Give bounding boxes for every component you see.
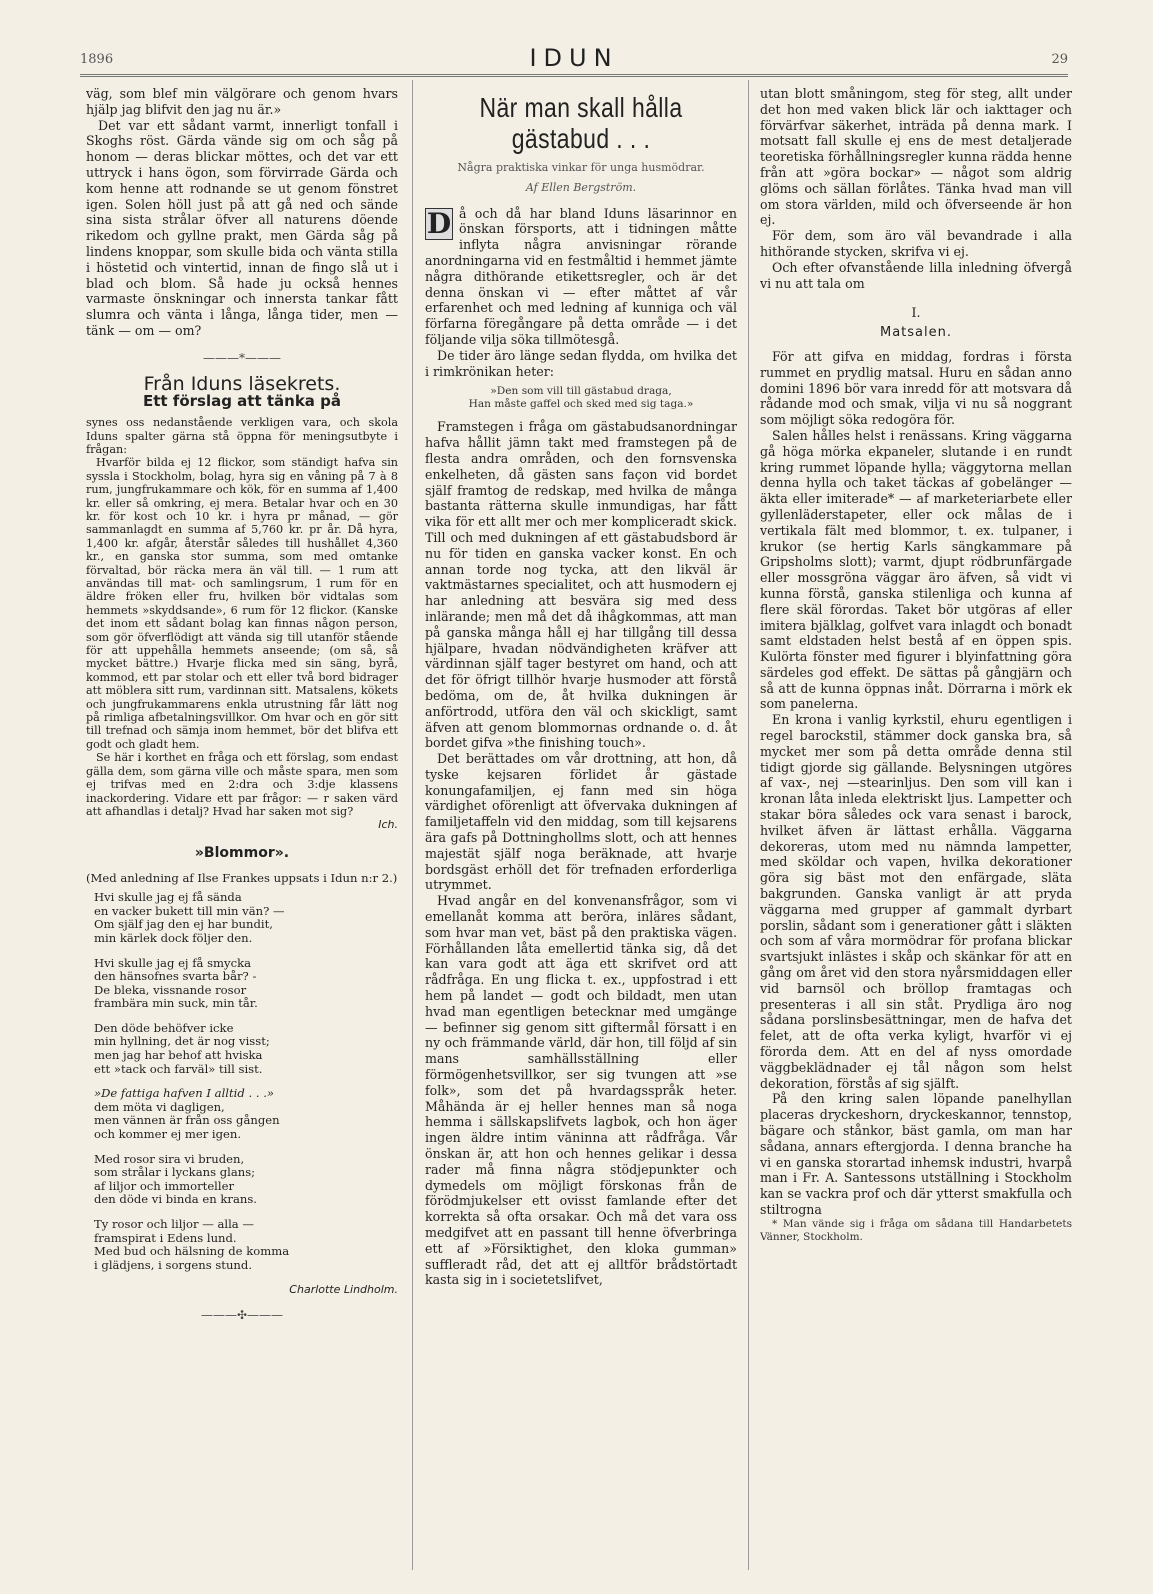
column-divider (412, 80, 413, 1570)
poem-line: min kärlek dock följer den. (94, 930, 253, 945)
magazine-title: IDUN (529, 44, 619, 72)
poem-title: »Blommor». (194, 844, 290, 861)
poem-line: Med rosor sira vi bruden, (94, 1151, 245, 1166)
poem-line: som strålar i lyckans glans; (94, 1165, 256, 1180)
stanza (94, 1022, 398, 1076)
stanza (94, 1087, 398, 1141)
footnote: * Man vände sig i fråga om sådana till Handarbetets Vänner, Stockholm. (760, 1217, 1072, 1243)
article-paragraph: Framstegen i fråga om gästabudsanordningar hafva hållit jämn takt med framstegen på de flesta andra områden, och den fornsvenska enkelheten, då gästen sans façon vid bordet själf framtog de redskap, med hvilka de många bastanta rätterna skulle inmundigas, har fått vika för ett allt mer och mer kompliceradt skick. Till och med dukningen af ett gästabudsbord är nu för tiden en ganska vacker konst. En och annan torde nog tycka, att den likväl är vaktmästarnes specialitet, och att husmodern ej har anledning att besvära sig med dess inlärande; men må det då ihågkommas, att man på ganska många håll ej har tillgång till dessa hjälpare, hvadan nödvändigheten kräfver att värdinnan själf tager bestyret om hand, och att det för öfrigt tillhör hvarje husmoder att förstå bedöma, om de, åt hvilka dukningen är anförtrodd, utföra den väl och skickligt, samt äfven att genom blommornas ordnande o. d. åt bordet gifva »the finishing touch». (425, 419, 737, 751)
quote-line: »Den som vill till gästabud draga, (490, 385, 672, 398)
poem (86, 872, 398, 1323)
article-paragraph: Det berättades om vår drottning, att hon, då tyske kejsaren förlidet år gästade konungafamiljen, ej fann med sin höga värdighet oförenligt att öfvervaka dukningen af familjetaffeln vid den middag, som till kejsarens ära gafs på Dottninghollms slott, och att hennes majestät själf noga beräknade, att hvarje bordsgäst erhöll det för trefnaden erforderliga utrymmet. (425, 751, 737, 893)
poem-line: De bleka, vissnande rosor (94, 982, 247, 997)
section-subtitle: Ett förslag att tänka på (142, 392, 342, 411)
poem-line: dem möta vi dagligen, (94, 1099, 225, 1114)
poem-line: Med bud och hälsning de komma (94, 1244, 290, 1259)
header-year: 1896 (80, 52, 114, 67)
poem-line: Ty rosor och liljor — alla — (94, 1217, 254, 1231)
poem-line: frambära min suck, min tår. (94, 996, 258, 1011)
poem-line: den döde vi binda en krans. (94, 1192, 257, 1207)
poem-note: (Med anledning af Ilse Frankes uppsats i Idun n:r 2.) (86, 870, 398, 885)
article-byline: Af Ellen Bergström. (525, 180, 637, 194)
letter-paragraph: Se här i korthet en fråga och ett förslag, som endast gälla dem, som gärna ville och måste spara, men som ej trifvas med en 2:dra och 3:dje klassens inackordering. Vidare ett par frågor: — r saken värd att afhandlas i detalj? Hvad har saken mot sig? (86, 751, 398, 818)
stanza (94, 1218, 398, 1272)
poem-line: i glädjens, i sorgens stund. (94, 1257, 252, 1272)
story-paragraph: väg, som blef min välgörare och genom hvars hjälp jag blifvit den jag nu är.» (86, 86, 398, 117)
column-divider (748, 80, 749, 1570)
section-title: Från Iduns läsekrets. (143, 372, 341, 395)
article-paragraph: På den kring salen löpande panelhyllan placeras dryckeshorn, dryckeskannor, tennstop, bägare och stånkor, bäst gamla, om man har sådana, annars eftergjorda. I denna branche ha vi en ganska storartad inhemsk industri, hvarpå man i Fr. A. Santessons utställning i Stockholm kan se vackra prof och där ytterst smakfulla och stiltrogna (760, 1091, 1072, 1217)
stanza (94, 957, 398, 1011)
poem-line: den hänsofnes svarta bår? - (94, 969, 257, 984)
column-3 (760, 86, 1072, 1244)
poem-signature: Charlotte Lindholm. (289, 1283, 398, 1297)
letter-signature: Ich. (378, 818, 398, 832)
article-paragraph: För att gifva en middag, fordras i första rummet en prydlig matsal. Huru en sådan anno domini 1896 bör vara inredd för att motsvara då rådande mod och smak, vilja vi nu så noggrant som möjligt söka redogöra för. (760, 348, 1072, 428)
poem-line: Den döde behöfver icke (94, 1020, 234, 1035)
article-paragraph: Salen hålles helst i renässans. Kring väggarna gå höga mörka ekpaneler, slutande i en rundt kring rummet löpande hylla; väggytorna mellan denna hylla och taket täckas af gobelänger — äkta eller imiterade* — af marketeriarbete eller gyllenläderstapeter, eller ock målas de i vertikala fält med blommor, t. ex. tulpaner, i krukor (se hertig Karls sängkammare på Gripsholms slott); varmt, djupt rödbrunfärgade eller mossgröna väggar äro äfven, så vidt vi kunna förstå, ganska stilenliga och kunna af flere skäl förordas. Taket bör utgöras af eller imitera bjälklag, golfvet vara inlagdt och bonadt samt eldstaden helst bestå af en öppen spis. Kulörta fönster med figurer i blyinfattning göra särdeles god effekt. De sättas på gångjärn och så att de kunna öppnas inåt. Dörrarna i mörk ek som panelerna. (760, 427, 1072, 712)
drop-cap: D (426, 206, 452, 240)
poem-line: Om själf jag den ej har bundit, (94, 917, 273, 932)
poem-line: af liljor och immorteller (94, 1178, 234, 1193)
end-separator: ———✣——— (200, 1307, 284, 1322)
reader-letter (86, 416, 398, 832)
quote-line: Han måste gaffel och sked med sig taga.» (468, 398, 694, 411)
article-title-line: När man skall hålla (479, 92, 683, 123)
article-paragraph: Och efter ofvanstående lilla inledning öfvergå vi nu att tala om (760, 259, 1072, 291)
poem-line: min hyllning, det är nog visst; (94, 1034, 270, 1049)
article-paragraph: utan blott småningom, steg för steg, allt under det hon med vaken blick lär och iakttager och förvärfvar säkerhet, inträda på denna mark. I motsatt fall skulle ej ens de mest detaljerade teoretiska förhållningsregler kunna rädda henne från att »göra bockar» — något som aldrig glöms och sällan förlåtes. Tänka hvad man vill om stora världen, mild och öfverseende är hon ej. (760, 86, 1072, 228)
column-1 (86, 86, 398, 1333)
poem-line: »De fattiga hafven I alltid . . .» (94, 1086, 275, 1101)
poem-line: framspirat i Edens lund. (94, 1230, 237, 1245)
letter-paragraph: synes oss nedanstående verkligen vara, och skola Iduns spalter gärna stå öppna för meningsutbyte i frågan: (86, 416, 398, 456)
section-heading: Matsalen. (879, 325, 952, 341)
stanza (94, 1153, 398, 1207)
article-title (453, 92, 709, 154)
column-2 (425, 86, 737, 1288)
article-title-line: gästabud . . . (511, 123, 651, 154)
section-number: I. (911, 305, 921, 321)
poem-line: ett »tack och farväl» till sist. (94, 1061, 263, 1076)
story-paragraph: Det var ett sådant varmt, innerligt tonfall i Skoghs röst. Gärda vände sig om och såg på honom — deras blickar möttes, och det var ett uttryck i hans ögon, som förvirrade Gärda och kom henne att rodnande se ut genom fönstret igen. Solen höll just på att gå ned och sände sina sista strålar öfver all naturens döende rikedom och gyllne prakt, men Gärda såg på lindens knoppar, som skulle bida och vänta stilla i höstetid och vintertid, innan de fingo slå ut i blad och blom. Så hade ju också hennes varmaste önskningar och innersta tankar fått slumra och vänta i långa, långa tider, men — tänk — om — om? (86, 117, 398, 338)
poem-line: Hvi skulle jag ej få smycka (94, 955, 252, 970)
page-number: 29 (1051, 52, 1068, 67)
article-paragraph: Hvad angår en del konvenansfrågor, som vi emellanåt komma att beröra, inläres sådant, som hvar man vet, bäst på den praktiska vägen. Förhållanden låta emellertid tänka sig, då det kan vara godt att äga ett skrifvet ord att rådfråga. En ung flicka t. ex., uppfostrad i ett hem på landet — godt och bildadt, men utan hvad man egentligen betecknar med umgänge — befinner sig genom sitt giftermål försatt i en ny och främmande värld, där hon, till följd af sin mans samhällsställning eller förmögenhetsvillkor, ser sig tvungen att »se folk», som det på hvardagsspråk heter. Måhända är ej heller hennes man så noga hemma i sällskapslifvets lagbok, och hon äger ingen äldre intim väninna att rådfråga. Vår önskan är, att hon och hennes gelikar i dessa rader må finna några stödjepunkter och dymedels om möjligt förskonas från de förödmjukelser ett ovisst famlande efter det korrekta så ofta orsakar. Och må det vara oss medgifvet att en passant till henne öfverbringa ett af »Försiktighet, den kloka gumman» suffleradt råd, det att ej alltför brådstörtadt kasta sig in i societetslifvet, (425, 893, 737, 1288)
header-rule (80, 74, 1068, 77)
page-header (80, 44, 1068, 72)
article-subtitle: Några praktiska vinkar för unga husmödrar. (457, 161, 705, 174)
article-intro-text: å och då har bland Iduns läsarinnor en önskan försports, att i tidningen måtte inflyta några anvisningar rörande anordningarna vid en festmåltid i hemmet jämte några dithörande etikettsregler, och är det denna önskan vi — efter måttet af vår erfarenhet och med ledning af kunniga och väl förfarna föregångare på detta område — i det följande vilja söka tillmötesgå. (425, 205, 737, 347)
poem-line: en vacker bukett till min vän? — (94, 903, 285, 918)
separator: ———*——— (203, 350, 281, 365)
stanza (94, 891, 398, 945)
letter-paragraph: Hvarför bilda ej 12 flickor, som ständigt hafva sin syssla i Stockholm, bolag, hyra sig en våning på 7 à 8 rum, jungfrukammare och kök, för en summa af 1,400 kr. eller så omkring, ej mera. Betalar hvar och en 30 kr. för kost och 10 kr. i hyra pr månad, — gör sammanlagdt en summa af 5,760 kr. pr år. Då hyra, 1,400 kr. afgår, återstår således till hushållet 4,360 kr., en ganska stor summa, som med omtanke förvaltad, bör räcka mera än väl till. — 1 rum att användas till mat- och samlingsrum, 1 rum för en äldre fröken eller fru, hvilken bör vidtalas som hemmets »skyddsande», 6 rum för 12 flickor. (Kanske det inom ett sådant bolag kan finnas någon person, som gör öfverflödigt att vända sig till utanför stående för att uppehålla hemmets anseende; (om så, så mycket bättre.) Hvarje flicka med sin säng, byrå, kommod, ett par stolar och ett eller två bord bidrager att möblera sitt rum, vardinnan sitt. Matsalens, kökets och jungfrukammarens enkla utrustning får lätt nog på rimliga afbetalningsvillkor. Om hvar och en gör sitt till trefnad och sämja inom hemmet, bör det blifva ett godt och gladt hem. (86, 456, 398, 751)
poem-line: men jag har behof att hviska (94, 1048, 263, 1063)
poem-line: Hvi skulle jag ej få sända (94, 890, 242, 905)
article-intro (425, 206, 737, 348)
article-paragraph: En krona i vanlig kyrkstil, ehuru egentligen i regel barockstil, stämmer dock ganska bra, så mycket mer som på detta område denna stil tidigt gjorde sig gällande. Belysningen utgöres af vax-, nej —stearinljus. Den som vill kan i kronan låta inleda elektriskt ljus. Lampetter och stakar böra således ock vara senast i barock, hvilket äfven är lättast erhålla. Väggarna dekoreras, utom med nu nämnda lampetter, med sköldar och vapen, hvilka dekorationer göra sig bäst mot den enfärgade, släta bakgrunden. Ganska vanligt är att pryda väggarna med grupper af gammalt dyrbart porslin, sådant som i generationer gått i släkten och som af våra mormödrar för profana blickar svartsjukt inlästes i skåp och skänkar för att en gång om året vid den stora nyårsmiddagen eller vid barnsöl och bröllop framtagas och presenteras i all sin ståt. Prydliga äro nog sådana porslinsbesättningar, men de hafva det felet, att de ofta verka kyligt, hvarför vi ej förorda dem. Att en del af nyss omordade väggbeklädnader ej tål någon som helst dekoration, förstås af sig själft. (760, 712, 1072, 1091)
article-paragraph: De tider äro länge sedan flydda, om hvilka det i rimkrönikan heter: (425, 347, 737, 379)
poem-line: och kommer ej mer igen. (94, 1127, 242, 1142)
article-paragraph: För dem, som äro väl bevandrade i alla hithörande stycken, skrifva vi ej. (760, 228, 1072, 259)
rhyme-quote (425, 385, 737, 411)
poem-line: men vännen är från oss gången (94, 1113, 280, 1128)
